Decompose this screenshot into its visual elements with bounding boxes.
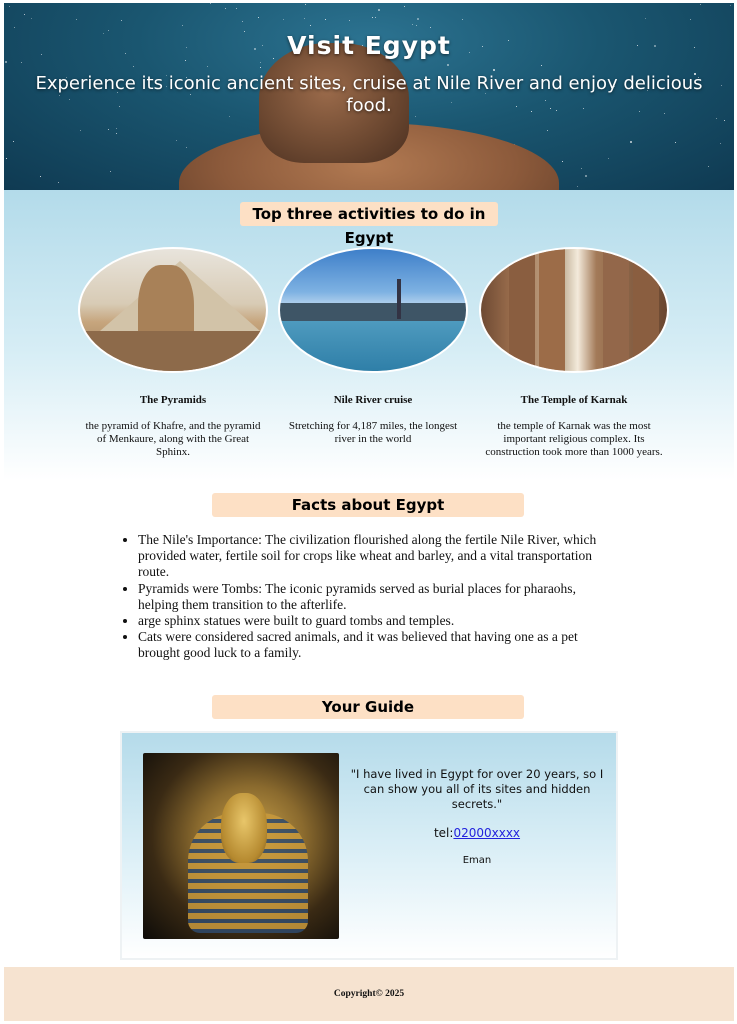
- facts-heading: Facts about Egypt: [212, 493, 524, 517]
- guide-quote: "I have lived in Egypt for over 20 years, so I can show you all of its sites and hidden secrets.": [350, 767, 604, 811]
- footer: [4, 967, 734, 1021]
- activity-title: Nile River cruise: [333, 394, 413, 406]
- pyramids-image: [78, 247, 268, 373]
- activities-section: [4, 190, 734, 480]
- hero-title: Visit Egypt: [287, 31, 451, 60]
- guide-card: [120, 731, 618, 960]
- karnak-temple-image: [479, 247, 669, 373]
- activity-description: the temple of Karnak was the most important religious complex. Its construction took more than 1000 years.: [485, 420, 663, 458]
- activity-title: The Pyramids: [139, 394, 207, 406]
- guide-heading: Your Guide: [212, 695, 524, 719]
- list-item: • The Nile's Importance: The civilization flourished along the fertile Nile River, which provided water, fertile soil for crops like wheat and barley, and a vital transportation route.: [138, 532, 618, 581]
- activity-card-nile: [278, 247, 468, 446]
- activity-description: Stretching for 4,187 miles, the longest river in the world: [288, 420, 458, 445]
- nile-river-image: [278, 247, 468, 373]
- tutankhamun-mask-image: [143, 753, 339, 939]
- activity-title: The Temple of Karnak: [520, 394, 628, 406]
- activity-card-pyramids: [78, 247, 268, 459]
- list-item: • Pyramids were Tombs: The iconic pyramids served as burial places for pharaohs, helping them transition to the afterlife.: [138, 581, 618, 613]
- phone-link[interactable]: 02000xxxx: [453, 826, 521, 840]
- hero-subtitle: Experience its iconic ancient sites, cruise at Nile River and enjoy delicious food.: [35, 73, 703, 116]
- list-item: • arge sphinx statues were built to guard tombs and temples.: [138, 613, 618, 629]
- guide-phone: [344, 826, 610, 841]
- phone-label: tel:: [433, 826, 454, 840]
- activity-description: the pyramid of Khafre, and the pyramid of Menkaure, along with the Great Sphinx.: [85, 420, 261, 458]
- facts-list: [118, 532, 618, 662]
- activity-card-karnak: [479, 247, 669, 459]
- hero-banner: [4, 3, 734, 190]
- guide-name: Eman: [462, 855, 492, 866]
- list-item: • Cats were considered sacred animals, and it was believed that having one as a pet brought good luck to a family.: [138, 629, 618, 661]
- guide-info: [344, 767, 610, 868]
- copyright-text: Copyright© 2025: [333, 989, 405, 999]
- activities-heading: Top three activities to do in Egypt: [240, 202, 498, 226]
